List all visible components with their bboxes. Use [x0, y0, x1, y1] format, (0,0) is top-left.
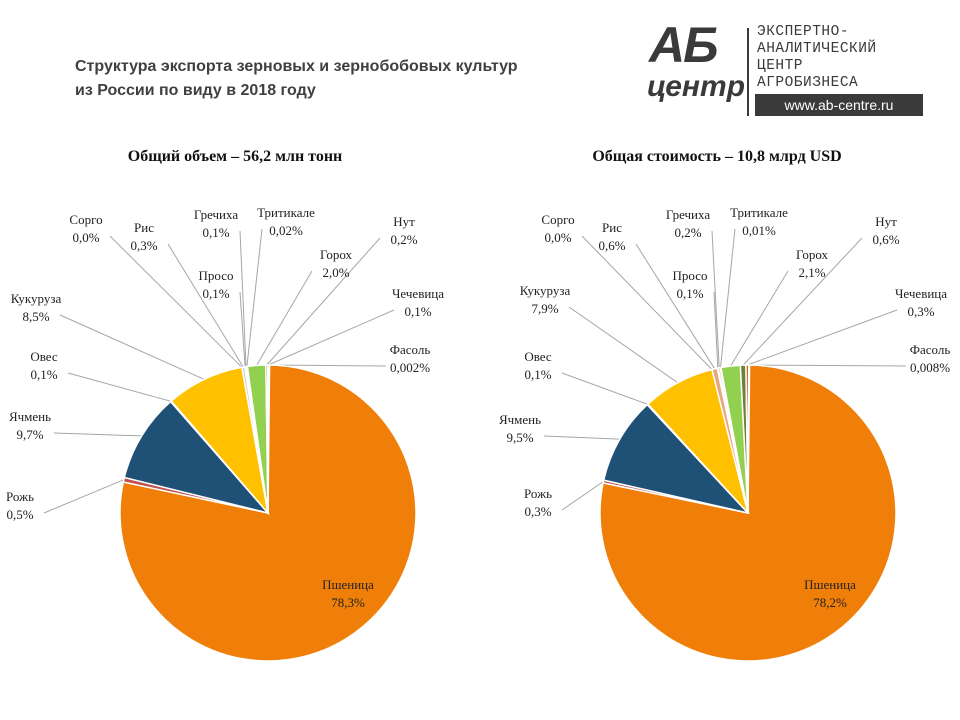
slice-name-label: Чечевица [391, 286, 445, 301]
slice-name-label: Рис [602, 220, 622, 235]
slice-name-label: Гречиха [665, 207, 711, 222]
slice-name-label: Тритикале [257, 205, 315, 220]
slice-value-label: 0,1% [202, 225, 230, 240]
logo-mark-ab: АБ [649, 17, 717, 73]
slide-title-line-1: Структура экспорта зерновых и зернобобовых культур [75, 58, 518, 75]
leader-line [712, 231, 719, 368]
slice-value-label: 0,3% [907, 304, 935, 319]
slice-value-label: 0,1% [30, 367, 58, 382]
leader-line [68, 373, 171, 401]
leader-line [257, 271, 312, 365]
slice-name-label: Фасоль [389, 342, 431, 357]
leader-line [110, 236, 242, 367]
leader-line [569, 307, 678, 383]
slice-name-label: Просо [198, 268, 234, 283]
slice-value-label: 78,3% [331, 595, 365, 610]
slice-value-label: 0,6% [598, 238, 626, 253]
slice-value-label: 0,01% [742, 223, 776, 238]
leader-line [636, 244, 715, 369]
slice-name-label: Рожь [6, 489, 34, 504]
logo-url: www.ab-centre.ru [755, 94, 923, 116]
logo-line: АНАЛИТИЧЕСКИЙ [757, 41, 877, 57]
leader-line [544, 436, 620, 439]
pie-slices [600, 365, 896, 661]
slice-value-label: 0,1% [524, 367, 552, 382]
slice-value-label: 0,008% [909, 360, 951, 375]
logo-line: ЦЕНТР [757, 58, 804, 74]
slice-value-label: 0,002% [389, 360, 431, 375]
leader-line [44, 480, 124, 513]
slice-value-label: 9,5% [506, 430, 534, 445]
slice-value-label: 0,6% [872, 232, 900, 247]
slice-name-label: Нут [393, 214, 415, 229]
slice-name-label: Пшеница [804, 577, 856, 592]
slice-name-label: Тритикале [730, 205, 788, 220]
slice-name-label: Рис [134, 220, 154, 235]
slice-value-label: 8,5% [22, 309, 50, 324]
leader-line [268, 310, 394, 365]
leader-line [247, 229, 262, 367]
slice-value-label: 0,3% [524, 504, 552, 519]
slice-value-label: 0,1% [202, 286, 230, 301]
slice-value-label: 78,2% [813, 595, 847, 610]
slice-name-label: Чечевица [894, 286, 948, 301]
slice-value-label: 0,1% [404, 304, 432, 319]
slice-name-label: Гречиха [193, 207, 239, 222]
logo-line: ЭКСПЕРТНО- [757, 24, 850, 40]
slice-name-label: Ячмень [8, 409, 52, 424]
leader-line [562, 482, 603, 511]
slice-name-label: Рожь [524, 486, 552, 501]
logo-line: АГРОБИЗНЕСА [757, 75, 859, 91]
chart-title: Общий объем – 56,2 млн тонн [127, 148, 343, 165]
slice-value-label: 0,02% [269, 223, 303, 238]
slice-value-label: 0,3% [130, 238, 158, 253]
slice-value-label: 7,9% [531, 301, 559, 316]
leader-line [60, 315, 204, 379]
slice-name-label: Сорго [69, 212, 103, 227]
slice-value-label: 0,2% [390, 232, 418, 247]
slice-name-label: Овес [30, 349, 58, 364]
slice-name-label: Ячмень [498, 412, 542, 427]
slice-name-label: Горох [795, 247, 829, 262]
leader-line [562, 373, 648, 404]
slice-value-label: 2,1% [798, 265, 826, 280]
pie-chart-volume [6, 148, 444, 661]
leader-line [747, 310, 897, 365]
leader-line [582, 236, 712, 370]
pie-chart-value [499, 148, 950, 661]
slice-name-label: Фасоль [909, 342, 951, 357]
slice-value-label: 0,5% [6, 507, 34, 522]
slice-name-label: Пшеница [322, 577, 374, 592]
slice-value-label: 2,0% [322, 265, 350, 280]
leader-line [731, 271, 788, 366]
slice-name-label: Горох [319, 247, 353, 262]
slice-value-label: 0,0% [544, 230, 572, 245]
leader-line [721, 229, 736, 368]
slice-name-label: Кукуруза [10, 291, 62, 306]
pie-slices [120, 365, 416, 661]
chart-title: Общая стоимость – 10,8 млрд USD [592, 148, 842, 165]
slice-name-label: Овес [524, 349, 552, 364]
slice-name-label: Нут [875, 214, 897, 229]
slice-value-label: 9,7% [16, 427, 44, 442]
slice-name-label: Сорго [541, 212, 575, 227]
slice-name-label: Кукуруза [519, 283, 571, 298]
leader-line [54, 433, 142, 436]
slice-name-label: Просо [672, 268, 708, 283]
slide-title-line-2: из России по виду в 2018 году [75, 82, 316, 99]
slice-value-label: 0,1% [676, 286, 704, 301]
leader-line [749, 365, 906, 366]
slice-value-label: 0,0% [72, 230, 100, 245]
slice-value-label: 0,2% [674, 225, 702, 240]
logo-mark-centr: центр [647, 70, 746, 103]
